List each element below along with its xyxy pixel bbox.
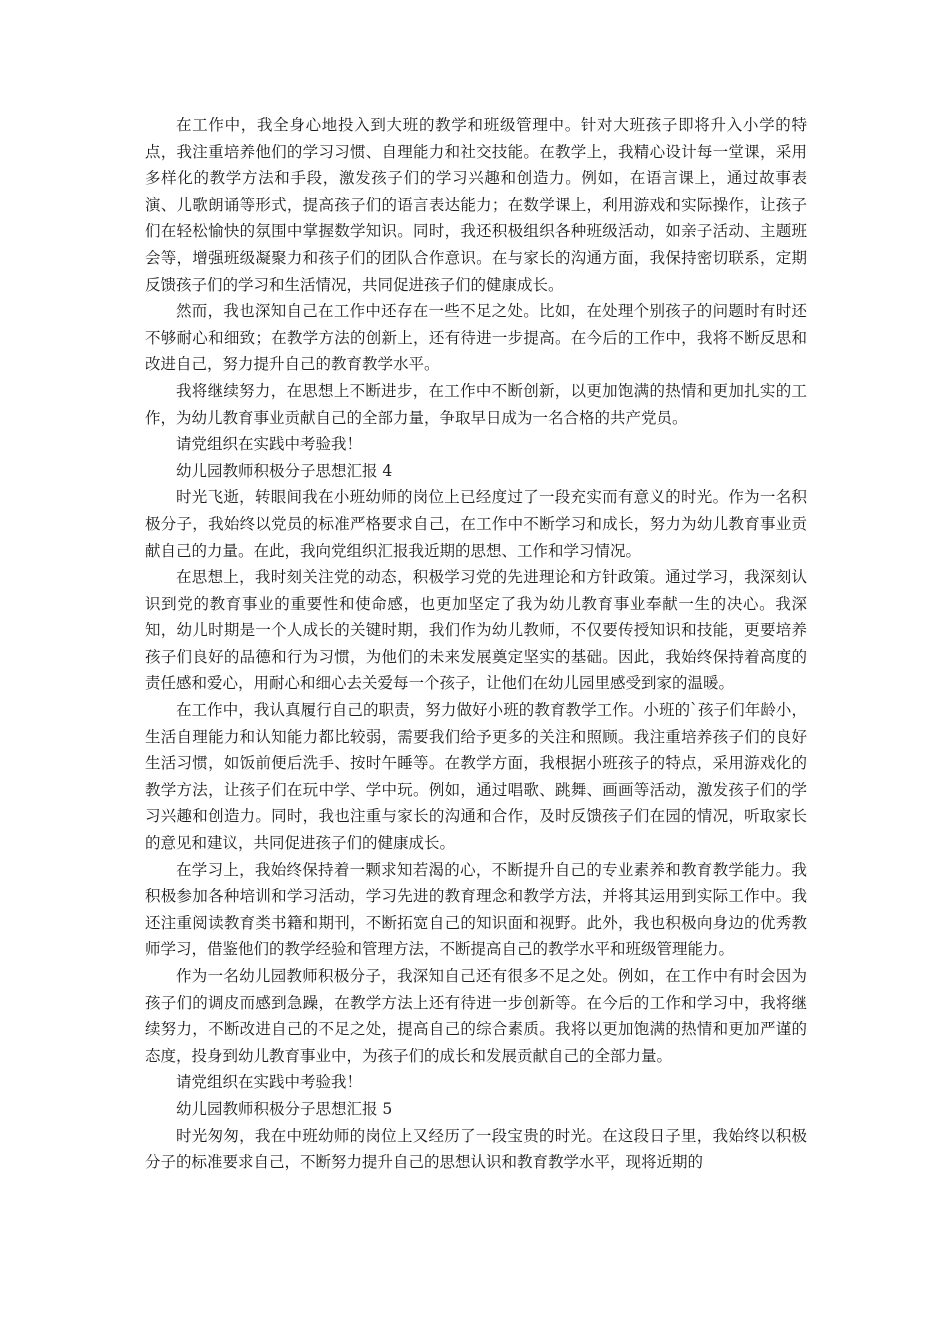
- paragraph-shortcomings: 然而，我也深知自己在工作中还存在一些不足之处。比如，在处理个别孩子的问题时有时还不够耐心和细致；在教学方法的创新上，还有待进一步提高。在今后的工作中，我将不断反思和改进自己，努力提升自己的教育教学水平。: [145, 302, 807, 374]
- paragraph-self-reflection: 作为一名幼儿园教师积极分子，我深知自己还有很多不足之处。例如，在工作中有时会因为孩子们的调皮而感到急躁，在教学方法上还有待进一步创新等。在今后的工作和学习中，我将继续努力，不断改进自己的不足之处，提高自己的综合素质。我将以更加饱满的热情和更加严谨的态度，投身到幼儿教育事业中，为孩子们的成长和发展贡献自己的全部力量。: [145, 967, 807, 1065]
- paragraph-work-senior-class: 在工作中，我全身心地投入到大班的教学和班级管理中。针对大班孩子即将升入小学的特点，我注重培养他们的学习习惯、自理能力和社交技能。在教学上，我精心设计每一堂课，采用多样化的教学方法和手段，激发孩子们的学习兴趣和创造力。例如，在语言课上，通过故事表演、儿歌朗诵等形式，提高孩子们的语言表达能力；在数学课上，利用游戏和实际操作，让孩子们在轻松愉快的氛围中掌握数学知识。同时，我还积极组织各种班级活动，如亲子活动、主题班会等，增强班级凝聚力和孩子们的团队合作意识。在与家长的沟通方面，我保持密切联系，定期反馈孩子们的学习和生活情况，共同促进孩子们的健康成长。: [145, 116, 807, 294]
- paragraph-closing-request: 请党组织在实践中考验我！: [176, 435, 363, 454]
- paragraph-study: 在学习上，我始终保持着一颗求知若渴的心，不断提升自己的专业素养和教育教学能力。我积极参加各种培训和学习活动，学习先进的教育理念和教学方法，并将其运用到实际工作中。我还注重阅读教育类书籍和期刊，不断拓宽自己的知识面和视野。此外，我也积极向身边的优秀教师学习，借鉴他们的教学经验和管理方法，不断提高自己的教学水平和班级管理能力。: [145, 860, 807, 959]
- paragraph-intro-report-5: 时光匆匆，我在中班幼师的岗位上又经历了一段宝贵的时光。在这段日子里，我始终以积极分子的标准要求自己，不断努力提升自己的思想认识和教育教学水平，现将近期的: [145, 1126, 807, 1172]
- paragraph-closing-request-2: 请党组织在实践中考验我！: [176, 1073, 363, 1092]
- section-heading-report-4: 幼儿园教师积极分子思想汇报 4: [176, 461, 393, 480]
- paragraph-ideology: 在思想上，我时刻关注党的动态，积极学习党的先进理论和方针政策。通过学习，我深刻认识到党的教育事业的重要性和使命感，也更加坚定了我为幼儿教育事业奉献一生的决心。我深知，幼儿时期是一个人成长的关键时期，我们作为幼儿教师，不仅要传授知识和技能，更要培养孩子们良好的品德和行为习惯，为他们的未来发展奠定坚实的基础。因此，我始终保持着高度的责任感和爱心，用耐心和细心去关爱每一个孩子，让他们在幼儿园里感受到家的温暖。: [145, 568, 807, 693]
- section-heading-report-5: 幼儿园教师积极分子思想汇报 5: [176, 1099, 393, 1118]
- paragraph-intro-report-4: 时光飞逝，转眼间我在小班幼师的岗位上已经度过了一段充实而有意义的时光。作为一名积极分子，我始终以党员的标准严格要求自己，在工作中不断学习和成长，努力为幼儿教育事业贡献自己的力量。在此，我向党组织汇报我近期的思想、工作和学习情况。: [145, 488, 807, 560]
- paragraph-continue-effort: 我将继续努力，在思想上不断进步，在工作中不断创新，以更加饱满的热情和更加扎实的工作，为幼儿教育事业贡献自己的全部力量，争取早日成为一名合格的共产党员。: [145, 381, 807, 427]
- document-body: [145, 112, 807, 1176]
- paragraph-work-junior-class: 在工作中，我认真履行自己的职责，努力做好小班的教育教学工作。小班的`孩子们年龄小，生活自理能力和认知能力都比较弱，需要我们给予更多的关注和照顾。我注重培养孩子们的良好生活习惯，如饭前便后洗手、按时午睡等。在教学方面，我根据小班孩子的特点，采用游戏化的教学方法，让孩子们在玩中学、学中玩。例如，通过唱歌、跳舞、画画等活动，激发孩子们的学习兴趣和创造力。同时，我也注重与家长的沟通和合作，及时反馈孩子们在园的情况，听取家长的意见和建议，共同促进孩子们的健康成长。: [145, 701, 807, 853]
